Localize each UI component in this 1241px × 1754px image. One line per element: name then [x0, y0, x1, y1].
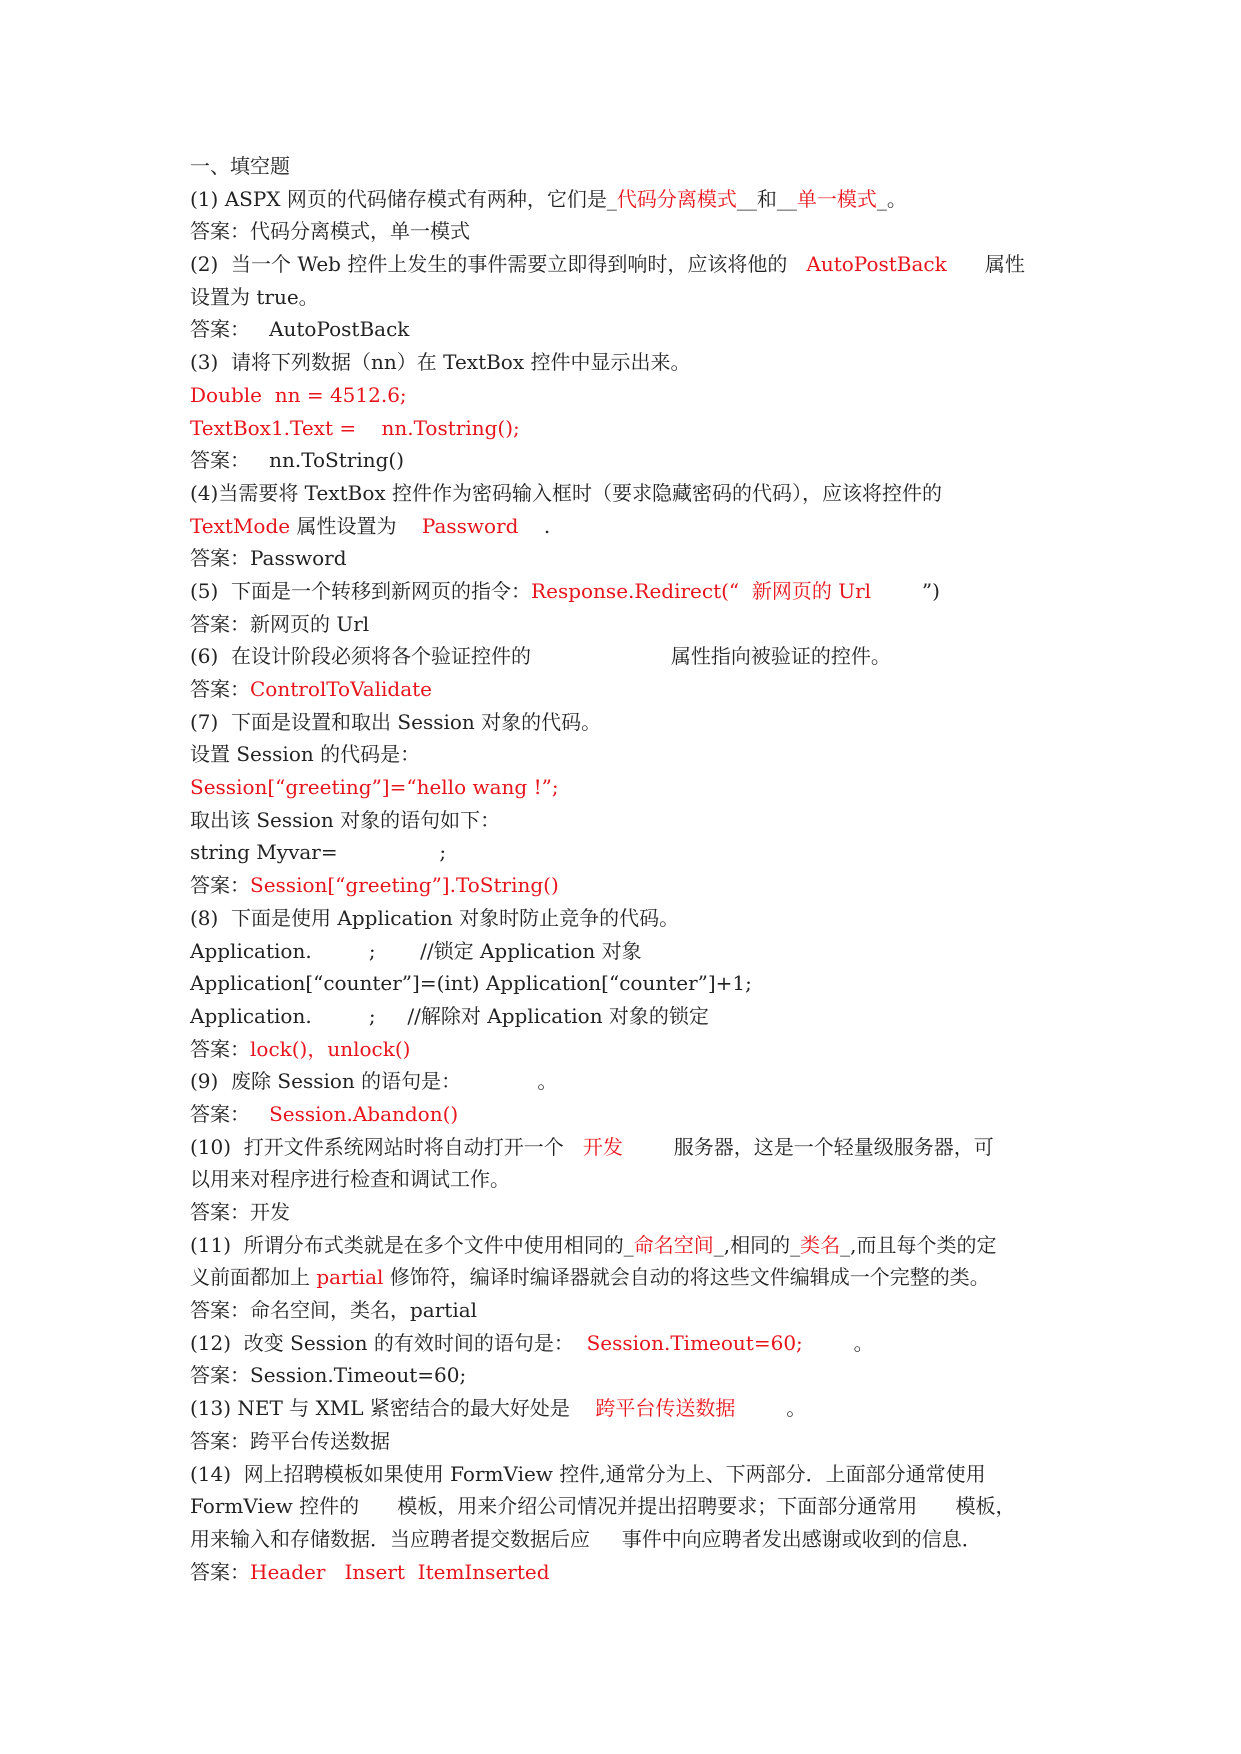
- document-body: [190, 150, 1070, 1588]
- answer-highlight: Double nn = 4512.6;: [190, 382, 407, 407]
- text-line: [190, 1425, 1070, 1458]
- answer-highlight: partial: [316, 1265, 384, 1290]
- text-line: [190, 542, 1070, 575]
- answer-highlight: 开发: [582, 1134, 623, 1159]
- text-line: [190, 1458, 1070, 1491]
- text-segment: 答案： AutoPostBack: [190, 317, 410, 342]
- text-line: [190, 771, 1070, 804]
- text-segment: 答案：: [190, 1559, 250, 1584]
- text-segment: 用来输入和存储数据．当应聘者提交数据后应 事件中向应聘者发出感谢或收到的信息．: [190, 1526, 982, 1551]
- text-segment: 一、填空题: [190, 154, 290, 178]
- text-line: [190, 1490, 1070, 1523]
- text-segment: Application. ; //解除对 Application 对象的锁定: [190, 1003, 709, 1028]
- text-segment: 答案：跨平台传送数据: [190, 1428, 390, 1453]
- text-line: [190, 706, 1070, 739]
- text-segment: (8) 下面是使用 Application 对象时防止竞争的代码。: [190, 905, 680, 930]
- text-segment: 答案：: [190, 873, 250, 898]
- text-line: [190, 1098, 1070, 1131]
- text-line: [190, 1294, 1070, 1327]
- text-segment: (12) 改变 Session 的有效时间的语句是：: [190, 1330, 587, 1355]
- text-line: [190, 1359, 1070, 1392]
- text-segment: 以用来对程序进行检查和调试工作。: [190, 1167, 510, 1192]
- text-segment: 答案：Session.Timeout=60;: [190, 1363, 467, 1388]
- text-segment: FormView 控件的 模板，用来介绍公司情况并提出招聘要求；下面部分通常用 模板，: [190, 1494, 1016, 1519]
- text-segment: Application. ; //锁定 Application 对象: [190, 938, 642, 963]
- text-segment: 设置为 true。: [190, 284, 319, 309]
- text-segment: 答案：Password: [190, 546, 347, 571]
- answer-highlight: Response.Redirect(“ 新网页的 Url: [531, 578, 872, 603]
- answer-highlight: Session.Timeout=60;: [586, 1330, 803, 1355]
- text-line: [190, 379, 1070, 412]
- text-line: [190, 215, 1070, 248]
- answer-highlight: lock()，unlock(): [250, 1036, 411, 1061]
- answer-highlight: Session[“greeting”].ToString(): [250, 873, 559, 898]
- text-segment: 答案：开发: [190, 1200, 290, 1224]
- text-line: [190, 902, 1070, 935]
- text-line: [190, 248, 1070, 281]
- answer-highlight: Session[“greeting”]=“hello wang !”;: [190, 775, 559, 800]
- answer-highlight: 类名: [800, 1232, 841, 1257]
- answer-highlight: Session.Abandon(): [269, 1101, 459, 1126]
- answer-highlight: AutoPostBack: [806, 252, 947, 277]
- text-segment: 答案： nn.ToString(): [190, 448, 405, 473]
- text-segment: _,相同的_: [713, 1232, 801, 1257]
- text-segment: (2) 当一个 Web 控件上发生的事件需要立即得到响时，应该将他的: [190, 252, 807, 277]
- text-segment: 答案：代码分离模式，单一模式: [190, 219, 470, 244]
- text-segment: 修饰符，编译时编译器就会自动的将这些文件编辑成一个完整的类。: [383, 1265, 990, 1290]
- text-segment: string Myvar= ;: [190, 840, 447, 865]
- text-segment: (1) ASPX 网页的代码储存模式有两种，它们是_: [190, 186, 617, 211]
- text-segment: 。: [802, 1330, 874, 1355]
- text-segment: 服务器，这是一个轻量级服务器，可: [622, 1134, 994, 1159]
- text-line: [190, 1261, 1070, 1294]
- text-segment: (4)当需要将 TextBox 控件作为密码输入框时（要求隐藏密码的代码），应该将控件的: [190, 480, 943, 505]
- text-segment: (10) 打开文件系统网站时将自动打开一个: [190, 1134, 583, 1159]
- text-line: [190, 1131, 1070, 1164]
- text-line: [190, 738, 1070, 771]
- answer-highlight: Password: [421, 513, 519, 538]
- text-line: [190, 836, 1070, 869]
- text-segment: 义前面都加上: [190, 1265, 317, 1290]
- text-line: [190, 183, 1070, 216]
- answer-highlight: Header Insert ItemInserted: [250, 1559, 550, 1584]
- text-line: [190, 281, 1070, 314]
- text-line: [190, 608, 1070, 641]
- text-segment: (5) 下面是一个转移到新网页的指令：: [190, 578, 532, 603]
- text-line: [190, 477, 1070, 510]
- text-line: [190, 804, 1070, 837]
- text-segment: __和__: [736, 186, 797, 211]
- text-segment: 答案：: [190, 677, 250, 701]
- text-segment: ”): [871, 578, 940, 603]
- text-segment: (7) 下面是设置和取出 Session 对象的代码。: [190, 709, 602, 734]
- text-segment: (13) NET 与 XML 紧密结合的最大好处是: [190, 1396, 596, 1421]
- text-segment: (6) 在设计阶段必须将各个验证控件的 属性指向被验证的控件。: [190, 644, 891, 669]
- text-line: [190, 1000, 1070, 1033]
- text-segment: 答案：命名空间，类名，partial: [190, 1298, 478, 1323]
- answer-highlight: 命名空间: [633, 1232, 714, 1257]
- text-line: [190, 967, 1070, 1000]
- text-segment: (9) 废除 Session 的语句是： 。: [190, 1069, 558, 1094]
- text-segment: _,而且每个类的定: [840, 1232, 997, 1257]
- text-segment: .: [518, 513, 551, 538]
- text-line: [190, 1327, 1070, 1360]
- text-line: [190, 1163, 1070, 1196]
- text-line: [190, 1556, 1070, 1589]
- text-segment: (3) 请将下列数据（nn）在 TextBox 控件中显示出来。: [190, 350, 691, 375]
- text-line: [190, 575, 1070, 608]
- answer-highlight: 代码分离模式: [616, 186, 737, 211]
- text-segment: 属性: [946, 252, 1025, 277]
- text-segment: 取出该 Session 对象的语句如下：: [190, 807, 501, 832]
- text-segment: 答案：新网页的 Url: [190, 611, 370, 636]
- answer-highlight: ControlToValidate: [250, 677, 433, 701]
- text-segment: Application[“counter”]=(int) Application[“counter”]+1;: [190, 971, 752, 996]
- answer-highlight: 单一模式: [796, 186, 877, 211]
- text-segment: 属性设置为: [290, 513, 422, 538]
- text-line: [190, 412, 1070, 445]
- text-line: [190, 640, 1070, 673]
- text-segment: _。: [876, 186, 907, 211]
- text-segment: (14) 网上招聘模板如果使用 FormView 控件,通常分为上、下两部分．上面部分通常使用: [190, 1461, 986, 1486]
- text-line: [190, 313, 1070, 346]
- text-line: [190, 1196, 1070, 1229]
- answer-highlight: TextBox1.Text = nn.Tostring();: [190, 415, 520, 440]
- answer-highlight: TextMode: [190, 513, 291, 538]
- text-line: [190, 1065, 1070, 1098]
- text-line: [190, 1392, 1070, 1425]
- text-line: [190, 346, 1070, 379]
- text-line: [190, 869, 1070, 902]
- text-line: [190, 444, 1070, 477]
- text-segment: 答案：: [190, 1036, 250, 1061]
- text-line: [190, 510, 1070, 543]
- answer-highlight: 跨平台传送数据: [595, 1396, 736, 1421]
- text-line: [190, 673, 1070, 706]
- text-line: [190, 150, 1070, 183]
- text-line: [190, 1229, 1070, 1262]
- text-line: [190, 1523, 1070, 1556]
- text-line: [190, 935, 1070, 968]
- text-segment: 答案：: [190, 1101, 270, 1126]
- text-line: [190, 1033, 1070, 1066]
- text-segment: 。: [735, 1396, 807, 1421]
- text-segment: 设置 Session 的代码是：: [190, 742, 421, 767]
- text-segment: (11) 所谓分布式类就是在多个文件中使用相同的_: [190, 1232, 634, 1257]
